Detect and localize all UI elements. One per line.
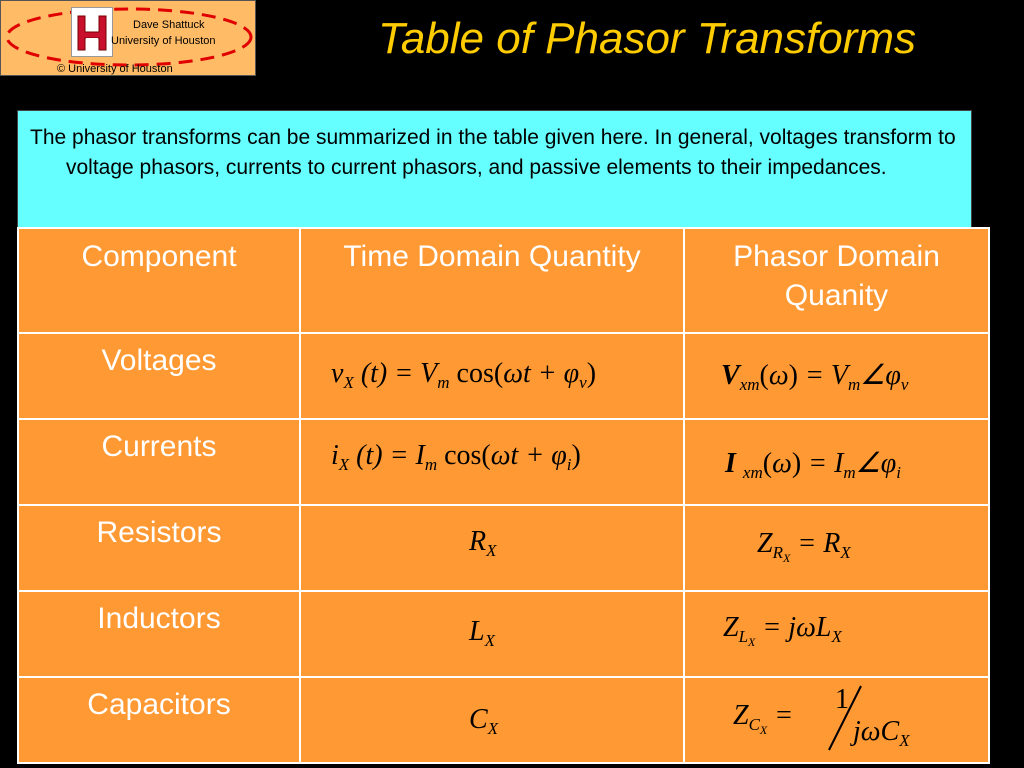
phasor-current-formula: I $_{xm}(\omega) = I_m\angle\varphi_i$ xyxy=(725,448,901,482)
phasor-voltage-formula: $V_{xm}(\omega)$ = $V_m\angle\varphi_v$ xyxy=(721,360,909,394)
row-label-voltages: Voltages xyxy=(18,333,300,419)
phasor-resistor-formula: $Z_{R_X} = R_X$ xyxy=(757,528,851,565)
time-inductor-formula: $L_X$ xyxy=(469,616,495,650)
row-label-capacitors: Capacitors xyxy=(18,677,300,763)
phasor-table xyxy=(17,227,990,764)
table-row xyxy=(18,505,989,591)
header-row xyxy=(18,228,989,333)
table-row xyxy=(18,677,989,763)
badge-author: Dave Shattuck xyxy=(133,19,205,31)
time-voltage-cell xyxy=(300,333,684,419)
intro-text: The phasor transforms can be summarized in the table given here. In general, voltages transform to voltage phasors, currents to current phasors, and passive elements to their impedances. xyxy=(30,126,956,180)
university-badge xyxy=(0,0,256,76)
time-current-formula: $i_X$ $(t) = I_m$ $\cos(\omega t + \varphi_i)$ xyxy=(331,440,581,474)
row-label-currents: Currents xyxy=(18,419,300,505)
uh-logo xyxy=(71,7,113,57)
row-label-inductors: Inductors xyxy=(18,591,300,677)
time-resistor-cell xyxy=(300,505,684,591)
time-resistor-formula: $R_X$ xyxy=(469,526,497,560)
phasor-inductor-cell xyxy=(684,591,989,677)
time-capacitor-formula: $C_X$ xyxy=(469,704,499,738)
header-time-domain: Time Domain Quantity xyxy=(300,228,684,333)
time-capacitor-cell xyxy=(300,677,684,763)
capacitor-numerator: 1 xyxy=(835,684,849,715)
phasor-capacitor-cell xyxy=(684,677,989,763)
capacitor-denominator: jωC$_X$ xyxy=(853,716,910,750)
phasor-inductor-formula: $Z_{L_X} = j\omega L_X$ xyxy=(723,612,842,649)
table-row xyxy=(18,591,989,677)
badge-copyright: © University of Houston xyxy=(57,63,173,75)
row-label-resistors: Resistors xyxy=(18,505,300,591)
header-phasor-domain: Phasor Domain Quanity xyxy=(684,228,989,333)
header-component: Component xyxy=(18,228,300,333)
table-row xyxy=(18,333,989,419)
time-current-cell xyxy=(300,419,684,505)
phasor-resistor-cell xyxy=(684,505,989,591)
time-voltage-formula: $v_X$ $(t) = V_m$ $\cos(\omega t + \varphi_v)$ xyxy=(331,358,597,392)
phasor-voltage-cell xyxy=(684,333,989,419)
slide-title: Table of Phasor Transforms xyxy=(378,14,917,63)
badge-university: University of Houston xyxy=(111,35,216,47)
phasor-capacitor-formula: $Z_{C_X}$ = xyxy=(733,700,794,737)
phasor-current-cell xyxy=(684,419,989,505)
table-row xyxy=(18,419,989,505)
time-inductor-cell xyxy=(300,591,684,677)
intro-box xyxy=(17,110,972,230)
